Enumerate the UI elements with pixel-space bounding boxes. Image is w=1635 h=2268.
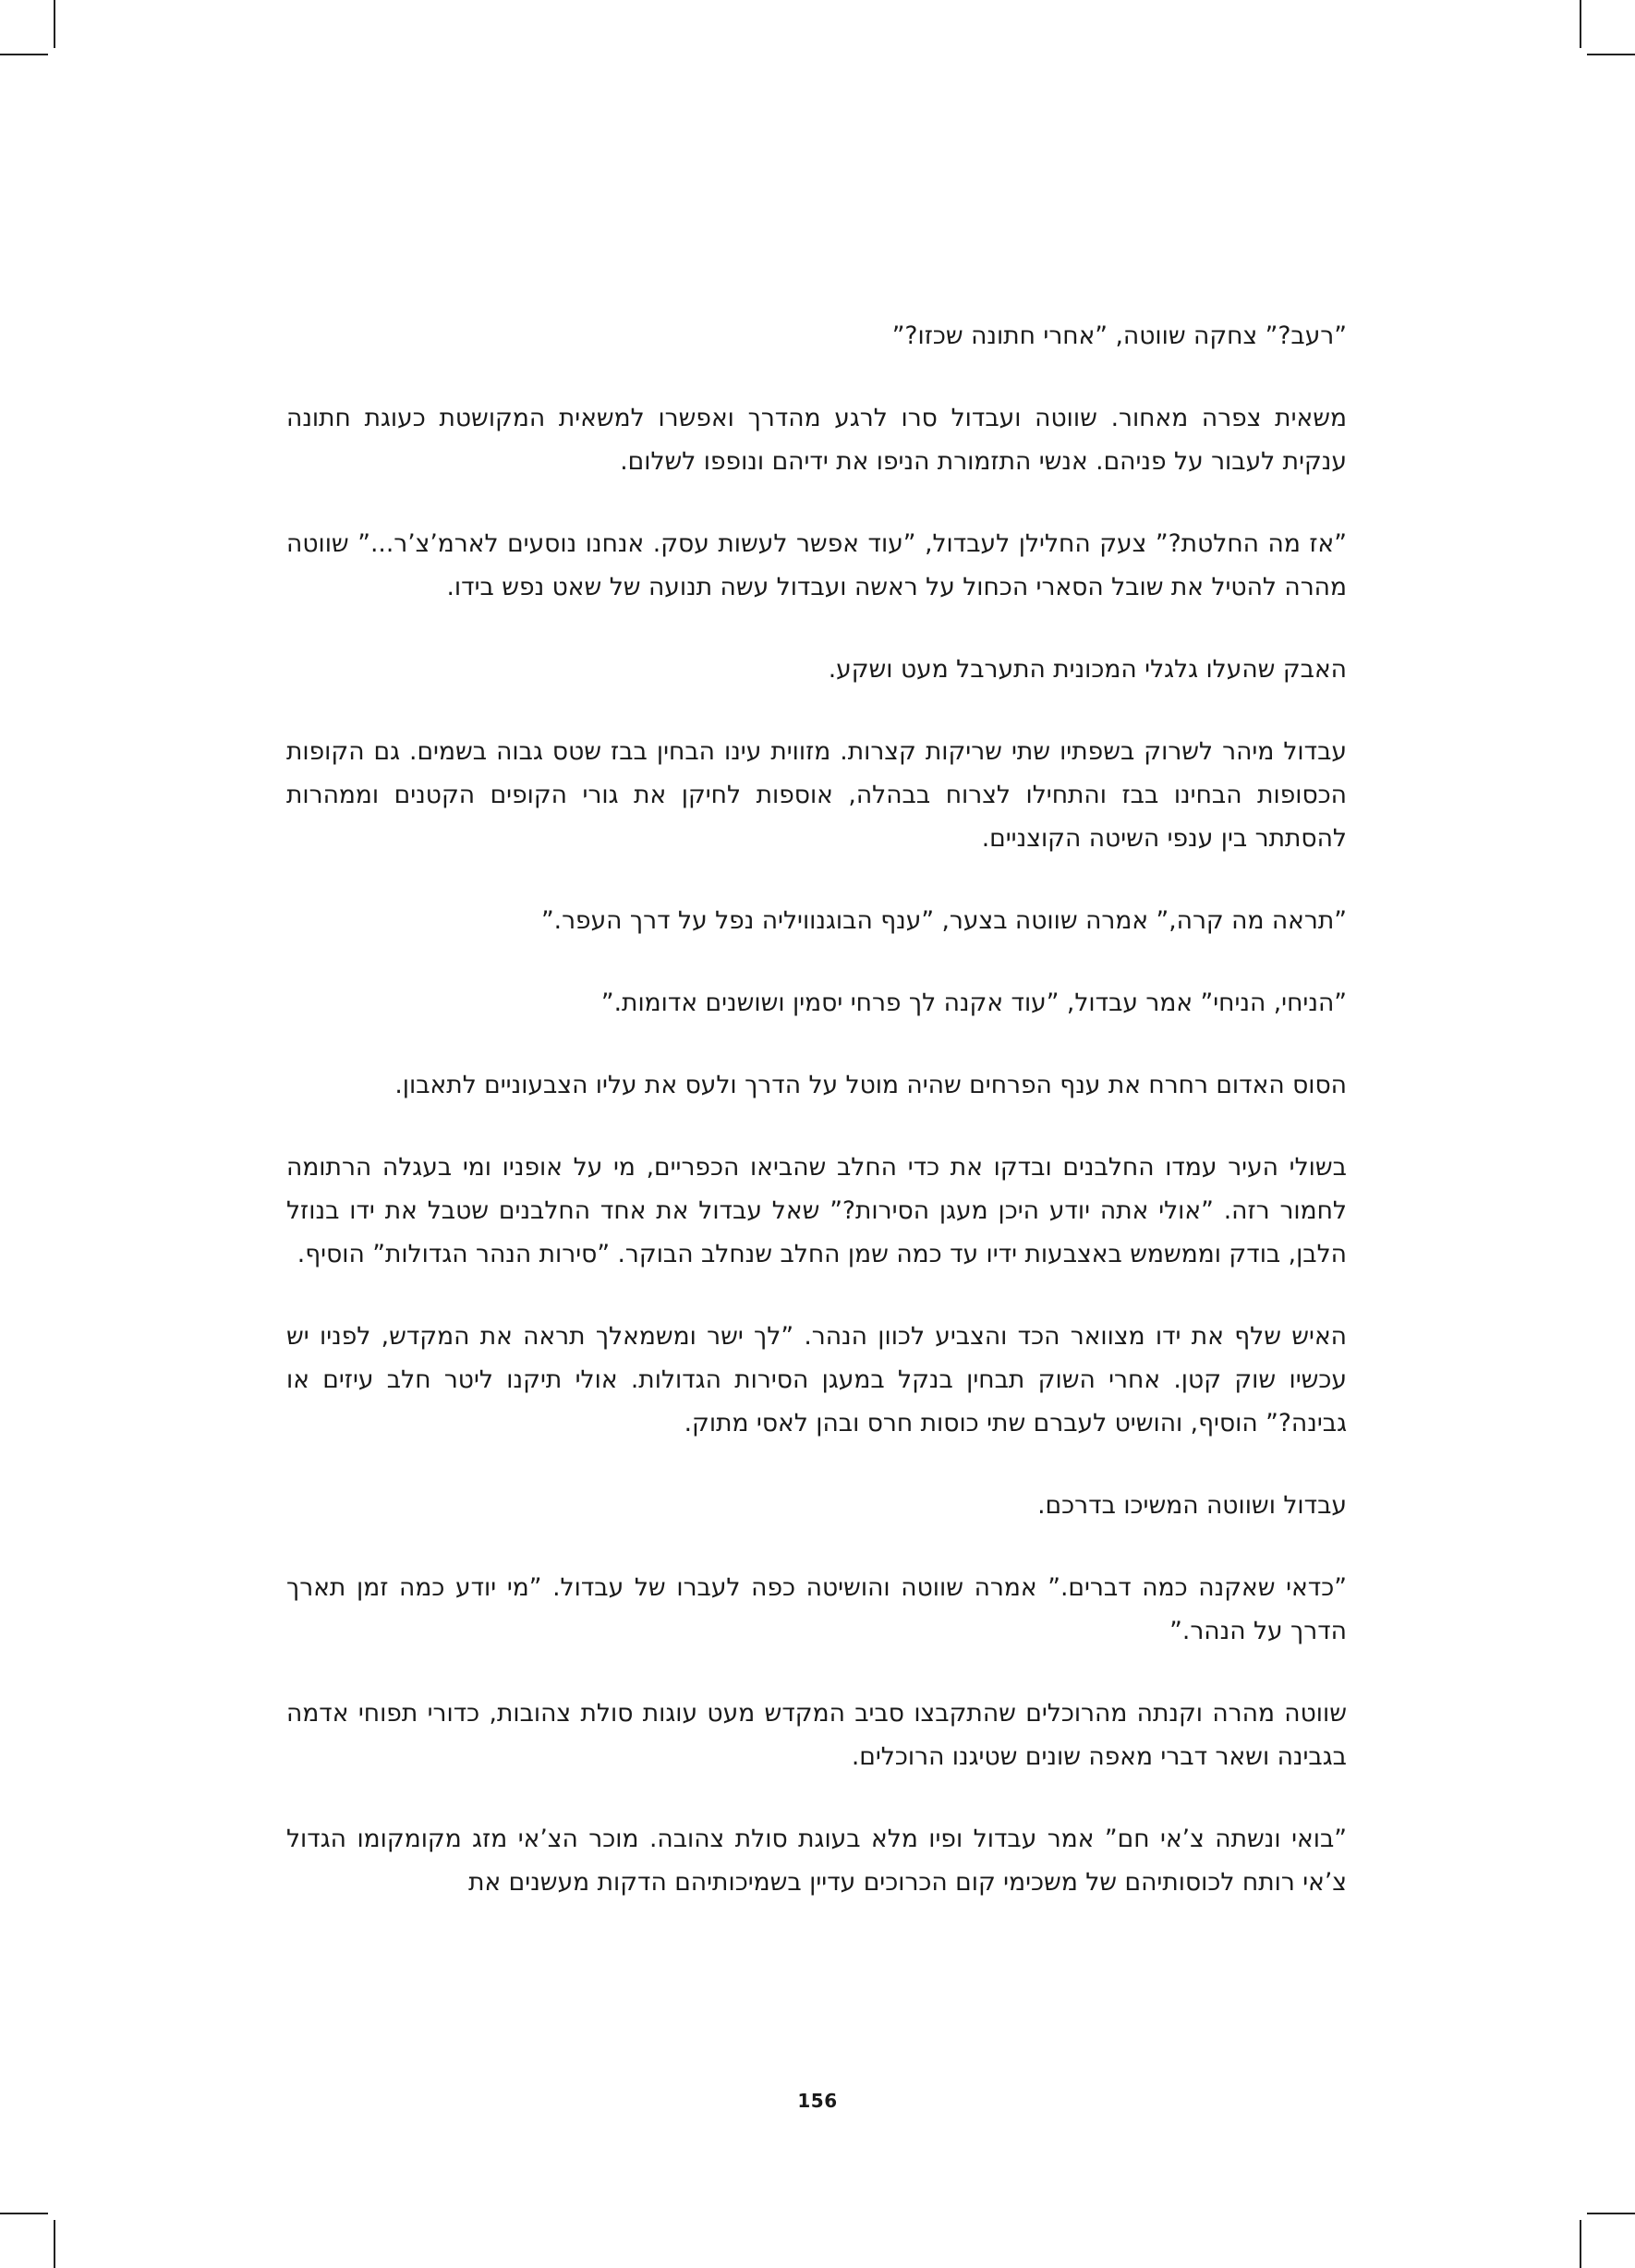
paragraph-2: משאית צפרה מאחור. שווטה ועבדול סרו לרגע מהדרך ואפשרו למשאית המקושטת כעוגת חתונה ענקית לעבור על פניהם. אנשי התזמורת הניפו את ידיהם ונופפו לשלום.	[286, 404, 1347, 476]
page-body-text	[286, 314, 1347, 1943]
crop-mark-bottom-right-horizontal	[1587, 2213, 1635, 2214]
paragraph-3: ”אז מה החלטת?” צעק החלילן לעבדול, ”עוד אפשר לעשות עסק. אנחנו נוסעים לארמ’צ’ר...” שווטה מהרה להטיל את שובל הסארי הכחול על ראשה ועבדול עשה תנועה של שאט נפש בידו.	[286, 529, 1347, 601]
paragraph-9: בשולי העיר עמדו החלבנים ובדקו את כדי החלב שהביאו הכפריים, מי על אופניו ומי בעגלה הרתומה לחמור רזה. ”אולי אתה יודע היכן מעגן הסירות?” שאל עבדול את אחד החלבנים שטבל את ידו בנוזל הלבן, בודק וממשמש באצבעות ידיו עד כמה שמן החלב שנחלב הבוקר. ”סירות הנהר הגדולות” הוסיף.	[286, 1153, 1347, 1268]
crop-mark-top-right-horizontal	[1587, 54, 1635, 55]
paragraph-12: ”כדאי שאקנה כמה דברים.” אמרה שווטה והושיטה כפה לעברו של עבדול. ”מי יודע כמה זמן תארך הדרך על הנהר.”	[286, 1573, 1347, 1645]
paragraph-14: ”בואי ונשתה צ’אי חם” אמר עבדול ופיו מלא בעוגת סולת צהובה. מוכר הצ’אי מזג מקומקומו הגדול צ’אי רותח לכוסותיהם של משכימי קום הכרוכים עדיין בשמיכותיהם הדקות מעשנים את	[286, 1825, 1347, 1897]
paragraph-11: עבדול ושווטה המשיכו בדרכם.	[1037, 1491, 1347, 1520]
paragraph-8: הסוס האדום רחרח את ענף הפרחים שהיה מוטל על הדרך ולעס את עליו הצבעוניים לתאבון.	[394, 1071, 1347, 1099]
paragraph-10: האיש שלף את ידו מצוואר הכד והצביע לכוון הנהר. ”לך ישר ומשמאלך תראה את המקדש, לפניו יש עכשיו שוק קטן. אחרי השוק תבחין בנקל במעגן הסירות הגדולות. אולי תיקנו ליטר חלב עיזים או גבינה?” הוסיף, והושיט לעברם שתי כוסות חרס ובהן לאסי מתוק.	[286, 1322, 1347, 1437]
paragraph-7: ”הניחי, הניחי” אמר עבדול, ”עוד אקנה לך פרחי יסמין ושושנים אדומות.”	[600, 988, 1347, 1017]
crop-mark-bottom-right-vertical	[1580, 2220, 1581, 2268]
paragraph-13: שווטה מהרה וקנתה מהרוכלים שהתקבצו סביב המקדש מעט עוגות סולת צהובות, כדורי תפוחי אדמה בגבינה ושאר דברי מאפה שונים שטיגנו הרוכלים.	[286, 1699, 1347, 1771]
paragraph-4: האבק שהעלו גלגלי המכונית התערבל מעט ושקע.	[828, 655, 1347, 684]
paragraph-5: עבדול מיהר לשרוק בשפתיו שתי שריקות קצרות. מזווית עינו הבחין בבז שטס גבוה בשמים. גם הקופות הכסופות הבחינו בבז והתחילו לצרוח בבהלה, אוספות לחיקן את גורי הקופים הקטנים וממהרות להסתתר בין ענפי השיטה הקוצניים.	[286, 737, 1347, 853]
paragraph-1: ”רעב?” צחקה שווטה, ”אחרי חתונה שכזו?”	[891, 321, 1347, 350]
crop-mark-bottom-left-horizontal	[0, 2213, 48, 2214]
crop-mark-top-right-vertical	[1580, 0, 1581, 48]
crop-mark-top-left-vertical	[54, 0, 55, 48]
crop-mark-bottom-left-vertical	[54, 2220, 55, 2268]
crop-mark-top-left-horizontal	[0, 54, 48, 55]
page-number: 156	[797, 2090, 838, 2112]
paragraph-6: ”תראה מה קרה,” אמרה שווטה בצער, ”ענף הבוגנוויליה נפל על דרך העפר.”	[540, 906, 1347, 935]
